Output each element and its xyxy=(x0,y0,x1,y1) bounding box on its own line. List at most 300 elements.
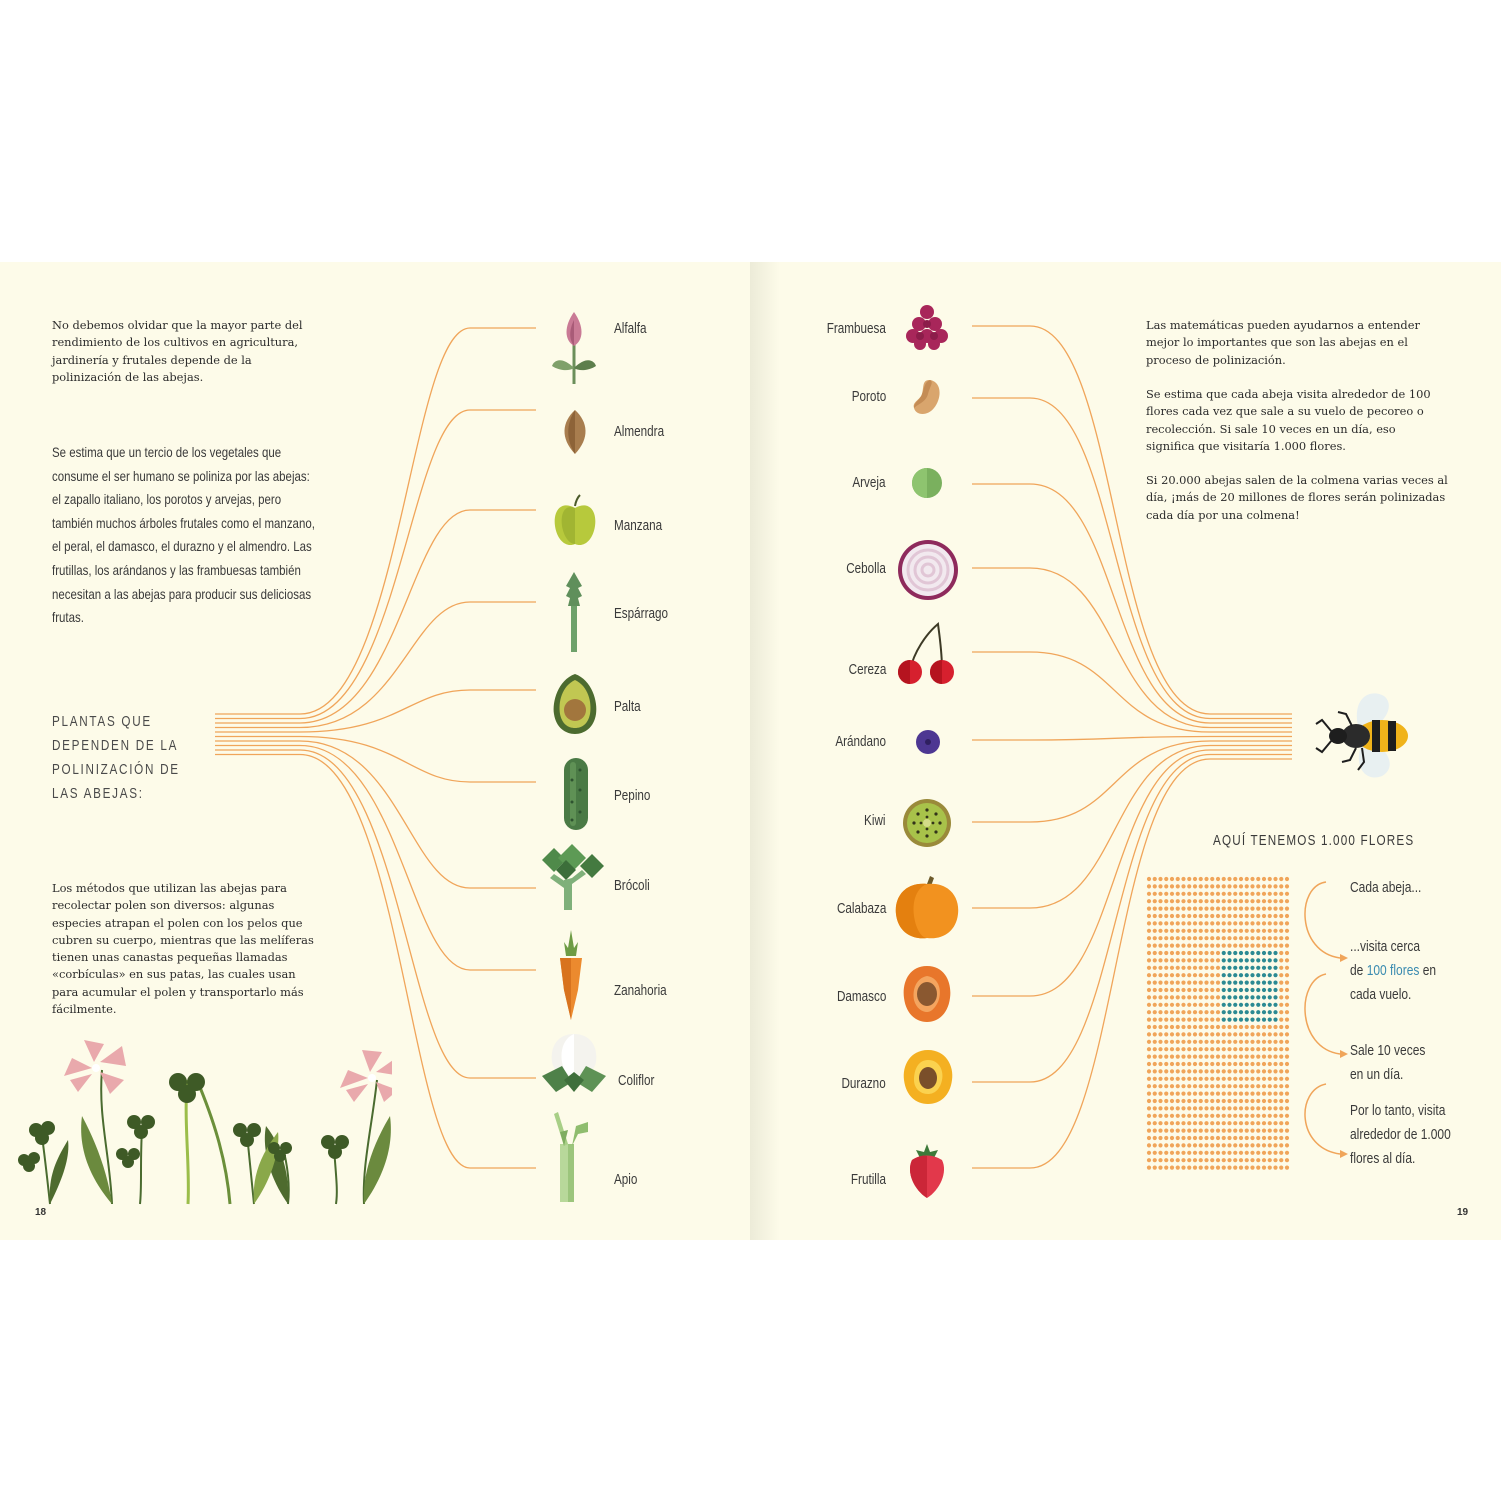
flower-dot xyxy=(1279,981,1283,985)
flower-dot xyxy=(1199,988,1203,992)
flower-dot xyxy=(1176,1099,1180,1103)
flower-dot xyxy=(1273,877,1277,881)
flower-dot xyxy=(1285,877,1289,881)
flower-dot xyxy=(1227,1114,1231,1118)
flower-dot xyxy=(1158,892,1162,896)
flower-dot xyxy=(1256,1129,1260,1133)
flower-dot xyxy=(1210,981,1214,985)
flower-dot xyxy=(1181,1047,1185,1051)
flower-dot-highlighted xyxy=(1233,966,1237,970)
flower-dot xyxy=(1250,1055,1254,1059)
flower-dot xyxy=(1181,1151,1185,1155)
flower-dot-highlighted xyxy=(1227,958,1231,962)
avocado-icon xyxy=(552,672,598,734)
flower-dot xyxy=(1210,988,1214,992)
flower-dot xyxy=(1250,907,1254,911)
flower-dot xyxy=(1239,1114,1243,1118)
flower-dot-highlighted xyxy=(1250,988,1254,992)
flower-dot xyxy=(1164,1040,1168,1044)
flower-dot xyxy=(1147,892,1151,896)
flower-dot xyxy=(1158,1121,1162,1125)
connector-cereza xyxy=(972,652,1292,732)
math-paragraph-2: Se estima que cada abeja visita alrededor de 100 flores cada vez que sale a su vuelo de pecoreo o recolección. Si sale 10 veces en un día, eso significa que visitaría 1.000 flores. xyxy=(1146,387,1431,453)
math-paragraph-1: Las matemáticas pueden ayudarnos a entender mejor lo importantes que son las abejas en el proceso de polinización. xyxy=(1146,318,1420,367)
flower-dot xyxy=(1199,1003,1203,1007)
flower-dot xyxy=(1187,914,1191,918)
flower-dot xyxy=(1285,951,1289,955)
flower-dot xyxy=(1250,1143,1254,1147)
flower-dot-highlighted xyxy=(1250,1010,1254,1014)
flower-dot xyxy=(1147,1136,1151,1140)
flower-dot xyxy=(1187,958,1191,962)
flower-dot-highlighted xyxy=(1250,1003,1254,1007)
flower-dot xyxy=(1164,921,1168,925)
flower-dot xyxy=(1227,1077,1231,1081)
flower-dot xyxy=(1210,1077,1214,1081)
flower-dot xyxy=(1262,1040,1266,1044)
flower-dot xyxy=(1170,1136,1174,1140)
kiwi-icon xyxy=(902,798,952,848)
flower-dot xyxy=(1216,929,1220,933)
flower-dot xyxy=(1279,966,1283,970)
flower-dot-highlighted xyxy=(1245,1018,1249,1022)
flower-dot xyxy=(1153,995,1157,999)
flower-dot xyxy=(1233,1158,1237,1162)
flower-dot xyxy=(1193,1092,1197,1096)
flower-dot xyxy=(1256,1069,1260,1073)
flower-dot xyxy=(1268,1084,1272,1088)
flower-dot xyxy=(1268,907,1272,911)
flower-dot xyxy=(1239,1055,1243,1059)
flower-dot xyxy=(1170,1032,1174,1036)
flower-dot xyxy=(1187,1136,1191,1140)
flower-dot xyxy=(1204,1010,1208,1014)
flower-dot xyxy=(1153,1040,1157,1044)
flower-dot xyxy=(1250,884,1254,888)
flower-dot xyxy=(1210,1121,1214,1125)
flower-dot xyxy=(1158,1077,1162,1081)
flower-dot xyxy=(1164,1018,1168,1022)
flower-dot xyxy=(1227,1121,1231,1125)
flower-dot xyxy=(1273,1129,1277,1133)
flower-dot xyxy=(1187,1151,1191,1155)
flower-dot xyxy=(1181,1166,1185,1170)
flower-dot xyxy=(1250,1106,1254,1110)
flower-dot xyxy=(1204,1143,1208,1147)
flower-dot xyxy=(1245,1055,1249,1059)
flower-dot xyxy=(1153,1151,1157,1155)
flower-dot xyxy=(1273,914,1277,918)
flower-dot xyxy=(1158,1010,1162,1014)
flower-dot xyxy=(1233,907,1237,911)
plant-label-frambuesa: Frambuesa xyxy=(826,320,886,337)
flower-dot xyxy=(1216,921,1220,925)
flower-dot xyxy=(1199,907,1203,911)
flower-dot xyxy=(1158,1136,1162,1140)
flower-dot xyxy=(1199,1010,1203,1014)
flower-dot xyxy=(1193,1062,1197,1066)
flower-dot xyxy=(1199,1129,1203,1133)
flower-dot xyxy=(1210,1106,1214,1110)
flower-dot xyxy=(1199,966,1203,970)
flower-dot xyxy=(1181,1003,1185,1007)
flower-dot xyxy=(1279,884,1283,888)
flower-dot xyxy=(1204,966,1208,970)
flower-dot xyxy=(1158,877,1162,881)
flower-dot xyxy=(1176,1158,1180,1162)
flower-dot xyxy=(1245,877,1249,881)
flower-dot xyxy=(1187,1077,1191,1081)
flower-dot xyxy=(1181,1106,1185,1110)
flower-dot xyxy=(1147,1114,1151,1118)
flower-dot xyxy=(1273,1069,1277,1073)
flower-dot xyxy=(1147,1151,1151,1155)
flower-dot xyxy=(1164,995,1168,999)
flower-dot xyxy=(1279,892,1283,896)
flower-dot xyxy=(1176,1018,1180,1022)
flower-dot xyxy=(1256,1136,1260,1140)
flower-dot xyxy=(1210,1010,1214,1014)
flower-dot xyxy=(1147,1010,1151,1014)
flower-dot xyxy=(1250,1158,1254,1162)
flower-dot xyxy=(1199,1069,1203,1073)
bee-icon xyxy=(1312,690,1412,782)
flower-dot-highlighted xyxy=(1233,1018,1237,1022)
flower-dot xyxy=(1153,1062,1157,1066)
flower-dot xyxy=(1199,944,1203,948)
flower-dot xyxy=(1164,1106,1168,1110)
flower-dot xyxy=(1187,1032,1191,1036)
flower-dot-highlighted xyxy=(1233,951,1237,955)
plant-label-poroto: Poroto xyxy=(851,388,886,405)
flower-dot xyxy=(1187,1062,1191,1066)
flower-dot xyxy=(1245,1158,1249,1162)
flower-dot xyxy=(1262,1114,1266,1118)
flower-dot xyxy=(1262,1136,1266,1140)
flower-dot xyxy=(1147,966,1151,970)
flower-dot xyxy=(1176,988,1180,992)
flower-dot-highlighted xyxy=(1239,988,1243,992)
flower-dot xyxy=(1239,1025,1243,1029)
flower-dot xyxy=(1158,973,1162,977)
flower-dot xyxy=(1187,1129,1191,1133)
flower-dot xyxy=(1285,966,1289,970)
flower-dot xyxy=(1273,1158,1277,1162)
flower-dot xyxy=(1199,1099,1203,1103)
flower-dot xyxy=(1268,914,1272,918)
flower-dot xyxy=(1222,1158,1226,1162)
flower-dot-highlighted xyxy=(1227,973,1231,977)
flower-dot xyxy=(1164,1032,1168,1036)
flower-dot-highlighted xyxy=(1222,1003,1226,1007)
flower-dot xyxy=(1250,1151,1254,1155)
flower-dot xyxy=(1227,1166,1231,1170)
flower-dot xyxy=(1193,1025,1197,1029)
flower-dot xyxy=(1210,973,1214,977)
flower-dot xyxy=(1233,1055,1237,1059)
flower-dot xyxy=(1170,1084,1174,1088)
connector-brócoli xyxy=(215,741,536,888)
flower-dot xyxy=(1204,1106,1208,1110)
flower-dot xyxy=(1181,973,1185,977)
flower-dot xyxy=(1256,1032,1260,1036)
flower-dot xyxy=(1279,958,1283,962)
flower-dot xyxy=(1181,1158,1185,1162)
flower-dot xyxy=(1199,1121,1203,1125)
flower-dot xyxy=(1153,951,1157,955)
flower-dot-highlighted xyxy=(1239,995,1243,999)
flower-dot xyxy=(1222,892,1226,896)
flower-dot xyxy=(1193,892,1197,896)
flower-dot xyxy=(1245,1151,1249,1155)
flower-dot xyxy=(1164,1084,1168,1088)
connector-arándano xyxy=(972,737,1292,741)
flower-dot xyxy=(1181,966,1185,970)
flower-dot xyxy=(1250,921,1254,925)
flower-dot xyxy=(1227,921,1231,925)
flower-dot xyxy=(1147,1092,1151,1096)
flower-dot xyxy=(1245,892,1249,896)
flower-dot xyxy=(1153,936,1157,940)
flower-dot xyxy=(1250,1032,1254,1036)
flower-dot xyxy=(1268,1047,1272,1051)
flower-dot xyxy=(1245,1040,1249,1044)
flower-dot xyxy=(1227,1040,1231,1044)
flower-dot-highlighted xyxy=(1233,981,1237,985)
flower-dot xyxy=(1233,1025,1237,1029)
flower-dot xyxy=(1176,1040,1180,1044)
flower-dot xyxy=(1285,914,1289,918)
onion-icon xyxy=(897,539,959,601)
flower-dot xyxy=(1239,1077,1243,1081)
note-por-lo-tanto: Por lo tanto, visita alrededor de 1.000 flores al día. xyxy=(1350,1102,1451,1167)
flower-dot xyxy=(1273,1136,1277,1140)
flower-dot-highlighted xyxy=(1222,981,1226,985)
flower-dot xyxy=(1153,929,1157,933)
flower-dot xyxy=(1187,1055,1191,1059)
flower-dot xyxy=(1250,1040,1254,1044)
flower-dot xyxy=(1222,1055,1226,1059)
flower-dot xyxy=(1158,1003,1162,1007)
flower-dot xyxy=(1181,1032,1185,1036)
flower-dot xyxy=(1262,914,1266,918)
flower-dot xyxy=(1170,921,1174,925)
flower-dot xyxy=(1285,1077,1289,1081)
flower-dot-highlighted xyxy=(1273,995,1277,999)
flower-dot xyxy=(1268,1092,1272,1096)
flower-dot xyxy=(1216,988,1220,992)
intro-paragraph: No debemos olvidar que la mayor parte del rendimiento de los cultivos en agricultura, jardinería y frutales depende de la polinización de las abejas. xyxy=(52,318,303,384)
flower-dot xyxy=(1170,1092,1174,1096)
flower-dot-highlighted xyxy=(1222,988,1226,992)
flower-dot-highlighted xyxy=(1250,973,1254,977)
flower-dot xyxy=(1164,936,1168,940)
flower-dot xyxy=(1153,1084,1157,1088)
flower-dot xyxy=(1227,1032,1231,1036)
flower-dot xyxy=(1262,1143,1266,1147)
flower-dot xyxy=(1239,884,1243,888)
flower-dot xyxy=(1147,921,1151,925)
flower-dot xyxy=(1176,907,1180,911)
flower-dot xyxy=(1199,1166,1203,1170)
flower-dot xyxy=(1176,1136,1180,1140)
flower-dot xyxy=(1245,1114,1249,1118)
flower-dot xyxy=(1147,1003,1151,1007)
flower-dot xyxy=(1216,1114,1220,1118)
flower-dot xyxy=(1147,973,1151,977)
flower-dot xyxy=(1158,1025,1162,1029)
flower-dot xyxy=(1199,1047,1203,1051)
flower-dot xyxy=(1245,1143,1249,1147)
flower-dot-highlighted xyxy=(1222,966,1226,970)
flower-dot xyxy=(1233,1121,1237,1125)
flower-dot xyxy=(1262,1121,1266,1125)
plant-label-calabaza: Calabaza xyxy=(836,900,886,917)
flower-dot xyxy=(1147,936,1151,940)
flower-dot xyxy=(1193,899,1197,903)
flower-dot xyxy=(1279,1062,1283,1066)
flower-dot xyxy=(1210,1158,1214,1162)
blueberry-icon xyxy=(915,729,941,755)
flower-dot-highlighted xyxy=(1233,958,1237,962)
flower-dot-highlighted xyxy=(1262,966,1266,970)
flower-dot xyxy=(1233,914,1237,918)
flower-dot xyxy=(1210,958,1214,962)
flower-dot xyxy=(1285,1025,1289,1029)
plant-label-kiwi: Kiwi xyxy=(864,812,886,829)
flower-dot xyxy=(1222,1069,1226,1073)
plant-label-cereza: Cereza xyxy=(848,661,886,678)
flower-dot xyxy=(1245,929,1249,933)
flower-dot xyxy=(1204,958,1208,962)
flower-dot xyxy=(1227,1143,1231,1147)
flower-dot xyxy=(1285,958,1289,962)
connector-kiwi xyxy=(972,741,1292,822)
flower-dot xyxy=(1176,966,1180,970)
flower-dot xyxy=(1262,929,1266,933)
flower-dot xyxy=(1181,907,1185,911)
flower-dot-highlighted xyxy=(1245,1003,1249,1007)
flower-dot xyxy=(1273,1106,1277,1110)
flower-dot xyxy=(1164,1025,1168,1029)
math-paragraph-3: Si 20.000 abejas salen de la colmena varias veces al día, ¡más de 20 millones de flores serán polinizadas cada día por una colmena! xyxy=(1146,473,1448,522)
flower-dot xyxy=(1210,1062,1214,1066)
flower-dot xyxy=(1239,1062,1243,1066)
flower-dot xyxy=(1193,1018,1197,1022)
flower-dot xyxy=(1187,1025,1191,1029)
flower-dot xyxy=(1222,1106,1226,1110)
flower-dot xyxy=(1158,951,1162,955)
flower-dot xyxy=(1170,951,1174,955)
flower-dot xyxy=(1262,1069,1266,1073)
flower-dot xyxy=(1233,944,1237,948)
celery-icon xyxy=(546,1110,590,1202)
flower-dot xyxy=(1153,1069,1157,1073)
flower-dot xyxy=(1285,1047,1289,1051)
flower-dot xyxy=(1170,877,1174,881)
flower-dot xyxy=(1285,929,1289,933)
flower-dot xyxy=(1222,884,1226,888)
flower-dot xyxy=(1204,1129,1208,1133)
flower-dot xyxy=(1233,1047,1237,1051)
flower-dot xyxy=(1193,1143,1197,1147)
flower-dot-highlighted xyxy=(1268,1018,1272,1022)
flower-dot xyxy=(1187,1003,1191,1007)
flower-dot xyxy=(1285,973,1289,977)
flower-dot-highlighted xyxy=(1262,1018,1266,1022)
flower-dot-highlighted xyxy=(1239,958,1243,962)
flower-dot xyxy=(1193,1055,1197,1059)
flower-dot xyxy=(1273,884,1277,888)
flower-dot xyxy=(1176,1084,1180,1088)
flower-dot xyxy=(1204,973,1208,977)
flower-dot xyxy=(1279,1040,1283,1044)
flower-dot xyxy=(1164,1166,1168,1170)
flower-dot xyxy=(1210,892,1214,896)
flower-dot xyxy=(1210,1018,1214,1022)
flower-dot xyxy=(1273,1062,1277,1066)
flower-dot-highlighted xyxy=(1268,988,1272,992)
flower-dot xyxy=(1268,944,1272,948)
asparagus-icon xyxy=(562,570,586,652)
flower-dot xyxy=(1199,1151,1203,1155)
flower-dot xyxy=(1158,1099,1162,1103)
flower-dot xyxy=(1176,1151,1180,1155)
flower-dot xyxy=(1181,1143,1185,1147)
flower-dot xyxy=(1193,877,1197,881)
flower-dot xyxy=(1164,884,1168,888)
flower-dot xyxy=(1193,1077,1197,1081)
flower-dot xyxy=(1210,944,1214,948)
flower-dot xyxy=(1170,1069,1174,1073)
flower-dot-highlighted xyxy=(1245,958,1249,962)
flower-dot xyxy=(1262,892,1266,896)
flower-dot xyxy=(1204,1018,1208,1022)
flower-dot xyxy=(1158,1069,1162,1073)
flower-dot xyxy=(1233,1143,1237,1147)
flower-dot xyxy=(1250,944,1254,948)
flower-dot xyxy=(1199,921,1203,925)
flower-dot xyxy=(1216,1025,1220,1029)
flower-dot xyxy=(1176,1114,1180,1118)
flower-dot-highlighted xyxy=(1262,951,1266,955)
flower-dot xyxy=(1176,1129,1180,1133)
flower-dot xyxy=(1250,1166,1254,1170)
flower-dot-highlighted xyxy=(1222,1018,1226,1022)
flower-dot xyxy=(1147,1069,1151,1073)
flower-dot xyxy=(1227,1084,1231,1088)
flower-dot xyxy=(1176,1032,1180,1036)
flower-dot xyxy=(1210,1047,1214,1051)
flower-dot xyxy=(1227,914,1231,918)
flower-dot xyxy=(1285,944,1289,948)
flower-dot xyxy=(1245,1047,1249,1051)
flower-dot-highlighted xyxy=(1256,995,1260,999)
flower-dot xyxy=(1239,1099,1243,1103)
flower-dot xyxy=(1153,988,1157,992)
flower-dot xyxy=(1216,1055,1220,1059)
flower-dot xyxy=(1279,899,1283,903)
flower-dot xyxy=(1181,1040,1185,1044)
methods-paragraph: Los métodos que utilizan las abejas para recolectar polen son diversos: algunas especies atrapan el polen con los pelos que cubren su cuerpo, mientras que las melíferas tienen unas canastas pequeñas llamadas «corbículas» en sus patas, las cuales usan para acumular el polen y transportarlo más fácilmente. xyxy=(52,881,314,1017)
flower-dot xyxy=(1279,936,1283,940)
flower-dot xyxy=(1210,1099,1214,1103)
flower-dot xyxy=(1210,1166,1214,1170)
flower-dot-highlighted xyxy=(1262,981,1266,985)
flower-dot xyxy=(1158,929,1162,933)
flower-dot xyxy=(1204,1003,1208,1007)
flower-dot xyxy=(1268,1040,1272,1044)
